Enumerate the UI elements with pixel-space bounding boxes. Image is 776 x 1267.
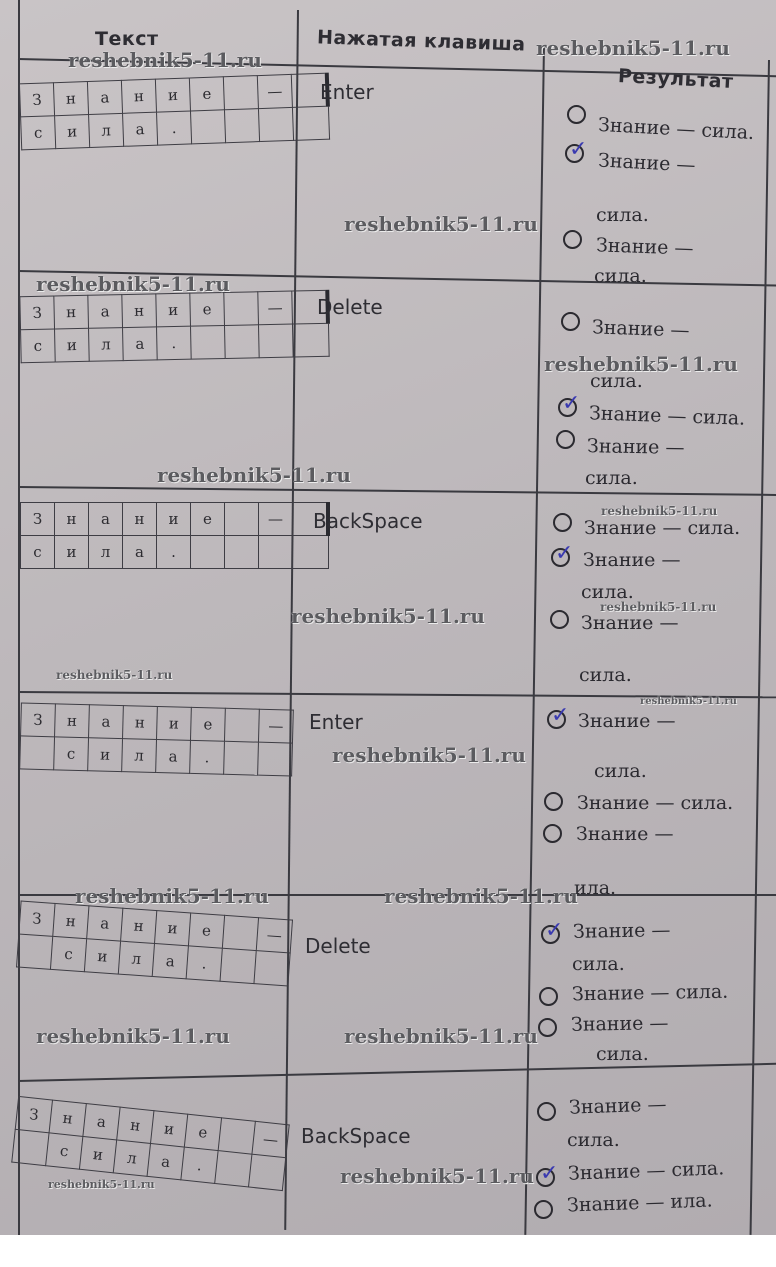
watermark: reshebnik5-11.ru	[332, 743, 526, 767]
option-text: Знание — сила.	[588, 402, 746, 430]
grid-cell: а	[147, 1144, 184, 1180]
radio-circle-icon[interactable]	[534, 1200, 553, 1219]
option-text: Знание —	[576, 823, 674, 845]
grid-cell	[293, 536, 329, 569]
grid-cell	[292, 323, 328, 357]
grid-cell: а	[89, 503, 123, 536]
checkmark-icon: ✓	[545, 918, 564, 943]
grid-cell: З	[19, 901, 55, 936]
radio-circle-icon[interactable]	[567, 105, 586, 124]
radio-circle-icon[interactable]	[537, 1102, 556, 1121]
radio-circle-icon[interactable]	[563, 230, 582, 249]
grid-cell: н	[117, 1107, 154, 1143]
watermark: reshebnik5-11.ru	[344, 212, 538, 236]
pressed-key: Delete	[305, 934, 371, 958]
watermark: reshebnik5-11.ru	[157, 463, 351, 487]
grid-cell	[292, 106, 329, 140]
column-divider-right	[750, 60, 770, 1235]
pressed-key: Enter	[320, 80, 374, 104]
grid-cell: н	[121, 79, 156, 113]
grid-cell: и	[151, 1111, 188, 1147]
watermark: reshebnik5-11.ru	[340, 1164, 534, 1188]
grid-cell	[248, 1154, 285, 1190]
grid-cell: е	[191, 503, 225, 536]
checkmark-icon: ✓	[562, 391, 581, 416]
grid-cell: с	[21, 329, 56, 363]
grid-cell: е	[190, 707, 225, 741]
radio-circle-icon[interactable]	[539, 987, 558, 1006]
radio-circle-icon[interactable]	[565, 137, 588, 163]
radio-circle-icon[interactable]	[536, 1161, 559, 1187]
grid-cell	[12, 1129, 49, 1165]
option-text: Знание —	[591, 316, 690, 342]
grid-cell: а	[156, 740, 191, 774]
option-text: Знание — сила.	[567, 1157, 725, 1185]
option-text: Знание —	[572, 919, 671, 943]
radio-circle-icon[interactable]	[543, 824, 562, 843]
radio-circle-icon[interactable]	[547, 703, 570, 729]
grid-cell: с	[46, 1133, 83, 1169]
grid-cell: н	[49, 1100, 86, 1136]
grid-cell: е	[188, 913, 224, 948]
grid-cell	[191, 536, 225, 569]
row-separator	[18, 486, 776, 495]
option-continuation: сила.	[579, 664, 632, 686]
grid-cell: .	[186, 946, 222, 981]
option-text: Знание — сила.	[571, 980, 729, 1006]
grid-cell: З	[19, 83, 54, 117]
grid-cell	[254, 951, 290, 986]
radio-circle-icon[interactable]	[556, 430, 575, 449]
grid-cell: н	[55, 704, 90, 738]
option-text: Знание — сила.	[577, 792, 734, 814]
option-text: Знание —	[595, 234, 694, 260]
grid-cell: с	[54, 737, 89, 771]
grid-cell	[215, 1151, 252, 1187]
word-grid	[16, 901, 293, 987]
grid-cell: л	[122, 739, 157, 773]
grid-cell	[258, 107, 293, 141]
radio-circle-icon[interactable]	[538, 1018, 557, 1037]
grid-cell: и	[157, 707, 192, 741]
grid-cell: л	[89, 536, 123, 569]
grid-cell: е	[184, 1114, 221, 1150]
option-continuation: сила.	[594, 760, 647, 782]
pressed-key: Delete	[317, 295, 383, 319]
option-text: Знание —	[568, 1093, 667, 1119]
grid-cell: .	[190, 740, 225, 774]
grid-cell: л	[89, 328, 124, 362]
header-key: Нажатая клавиша	[316, 26, 526, 56]
grid-cell: .	[157, 536, 191, 569]
grid-cell: .	[181, 1147, 218, 1183]
watermark: reshebnik5-11.ru	[601, 504, 718, 518]
pressed-key: BackSpace	[313, 509, 423, 533]
grid-cell	[190, 325, 225, 359]
option-text: Знание —	[581, 612, 679, 634]
word-grid	[11, 1096, 290, 1191]
option-continuation: сила.	[585, 467, 638, 489]
watermark: reshebnik5-11.ru	[36, 272, 230, 296]
grid-cell: н	[121, 908, 157, 943]
grid-cell: и	[79, 1136, 116, 1172]
grid-cell: —	[256, 918, 292, 953]
option-text: Знание —	[586, 435, 685, 459]
option-continuation: сила.	[581, 581, 634, 603]
grid-cell: а	[123, 112, 158, 146]
grid-cell	[17, 934, 53, 969]
watermark: reshebnik5-11.ru	[291, 604, 485, 628]
grid-cell: а	[88, 295, 123, 329]
grid-cell: а	[89, 705, 124, 739]
option-text: Знание — сила.	[584, 517, 741, 539]
grid-cell: —	[258, 291, 293, 325]
grid-cell: а	[83, 1104, 120, 1140]
option-text: Знание — сила.	[597, 113, 755, 145]
option-text: Знание —	[597, 149, 696, 177]
word-grid	[19, 702, 294, 776]
word-grid	[20, 502, 330, 569]
grid-cell: с	[21, 536, 55, 569]
option-text: Знание — ила.	[566, 1189, 713, 1217]
header-result: Результат	[617, 64, 735, 94]
grid-cell: с	[21, 116, 56, 150]
radio-circle-icon[interactable]	[550, 610, 569, 629]
grid-cell: н	[123, 503, 157, 536]
grid-cell: —	[259, 503, 293, 536]
grid-cell: е	[189, 77, 224, 111]
watermark: reshebnik5-11.ru	[36, 1024, 230, 1048]
radio-circle-icon[interactable]	[561, 312, 580, 331]
watermark: reshebnik5-11.ru	[384, 884, 578, 908]
watermark: reshebnik5-11.ru	[68, 48, 262, 72]
word-grid	[19, 290, 330, 363]
grid-cell: н	[53, 82, 88, 116]
grid-cell: З	[21, 503, 55, 536]
grid-cell: и	[157, 503, 191, 536]
option-continuation: сила.	[596, 204, 649, 226]
grid-cell	[223, 76, 258, 110]
grid-cell	[258, 324, 293, 358]
option-continuation: ила.	[574, 877, 617, 899]
grid-cell: З	[15, 1096, 52, 1132]
grid-cell: л	[113, 1140, 150, 1176]
pressed-key: BackSpace	[301, 1124, 411, 1148]
row-separator	[18, 1063, 776, 1082]
grid-cell	[224, 708, 259, 742]
option-text: Знание —	[570, 1012, 669, 1036]
grid-cell: а	[87, 80, 122, 114]
grid-cell	[225, 503, 259, 536]
option-continuation: сила.	[596, 1043, 649, 1065]
watermark: reshebnik5-11.ru	[536, 36, 730, 60]
grid-cell: и	[55, 328, 90, 362]
grid-cell: л	[89, 113, 124, 147]
grid-cell: н	[55, 503, 89, 536]
grid-cell	[20, 736, 55, 770]
radio-circle-icon[interactable]	[544, 792, 563, 811]
grid-cell: —	[258, 709, 293, 743]
grid-cell: и	[55, 115, 90, 149]
watermark: reshebnik5-11.ru	[48, 1178, 155, 1191]
grid-cell: и	[155, 911, 191, 946]
grid-cell: —	[257, 74, 292, 108]
watermark: reshebnik5-11.ru	[344, 1024, 538, 1048]
grid-cell	[224, 292, 259, 326]
column-divider-left	[18, 0, 20, 1235]
grid-cell	[220, 948, 256, 983]
grid-cell: н	[54, 295, 89, 329]
watermark: reshebnik5-11.ru	[56, 668, 173, 682]
grid-cell	[225, 536, 259, 569]
grid-cell: .	[157, 111, 192, 145]
radio-circle-icon[interactable]	[551, 541, 574, 567]
grid-cell: и	[155, 78, 190, 112]
watermark: reshebnik5-11.ru	[75, 884, 269, 908]
option-continuation: сила.	[567, 1129, 620, 1151]
grid-cell	[224, 741, 259, 775]
radio-circle-icon[interactable]	[541, 918, 564, 944]
grid-cell: а	[152, 944, 188, 979]
grid-cell: и	[88, 738, 123, 772]
grid-cell: а	[123, 536, 157, 569]
grid-cell: л	[118, 941, 154, 976]
option-text: Знание —	[578, 710, 676, 732]
grid-cell: а	[123, 327, 158, 361]
grid-cell: и	[84, 939, 120, 974]
watermark: reshebnik5-11.ru	[544, 352, 738, 376]
option-continuation: сила.	[590, 370, 643, 392]
option-continuation: сила.	[572, 953, 625, 975]
header-text: Текст	[95, 28, 159, 50]
grid-cell: и	[156, 293, 191, 327]
grid-cell: н	[123, 706, 158, 740]
grid-cell: с	[50, 936, 86, 971]
checkmark-icon: ✓	[569, 137, 588, 162]
grid-cell	[258, 742, 293, 776]
watermark: reshebnik5-11.ru	[640, 696, 737, 707]
grid-cell: н	[53, 903, 89, 938]
checkmark-icon: ✓	[555, 541, 574, 566]
option-continuation: сила.	[594, 265, 647, 287]
option-text: Знание —	[583, 549, 681, 571]
grid-cell	[259, 536, 293, 569]
grid-cell: —	[252, 1121, 289, 1157]
checkmark-icon: ✓	[551, 703, 570, 728]
checkmark-icon: ✓	[540, 1161, 559, 1186]
grid-cell: н	[122, 294, 157, 328]
grid-cell: .	[157, 326, 192, 360]
grid-cell	[190, 110, 225, 144]
grid-cell	[222, 915, 258, 950]
radio-circle-icon[interactable]	[558, 391, 581, 417]
pressed-key: Enter	[309, 710, 363, 734]
grid-cell: а	[87, 906, 123, 941]
grid-cell	[224, 325, 259, 359]
grid-cell: З	[21, 703, 56, 737]
grid-cell: и	[55, 536, 89, 569]
grid-cell	[224, 109, 259, 143]
radio-circle-icon[interactable]	[553, 513, 572, 532]
grid-cell: е	[190, 292, 225, 326]
grid-cell	[218, 1118, 255, 1154]
grid-cell: З	[20, 296, 55, 330]
watermark: reshebnik5-11.ru	[600, 600, 717, 614]
word-grid	[19, 73, 331, 151]
